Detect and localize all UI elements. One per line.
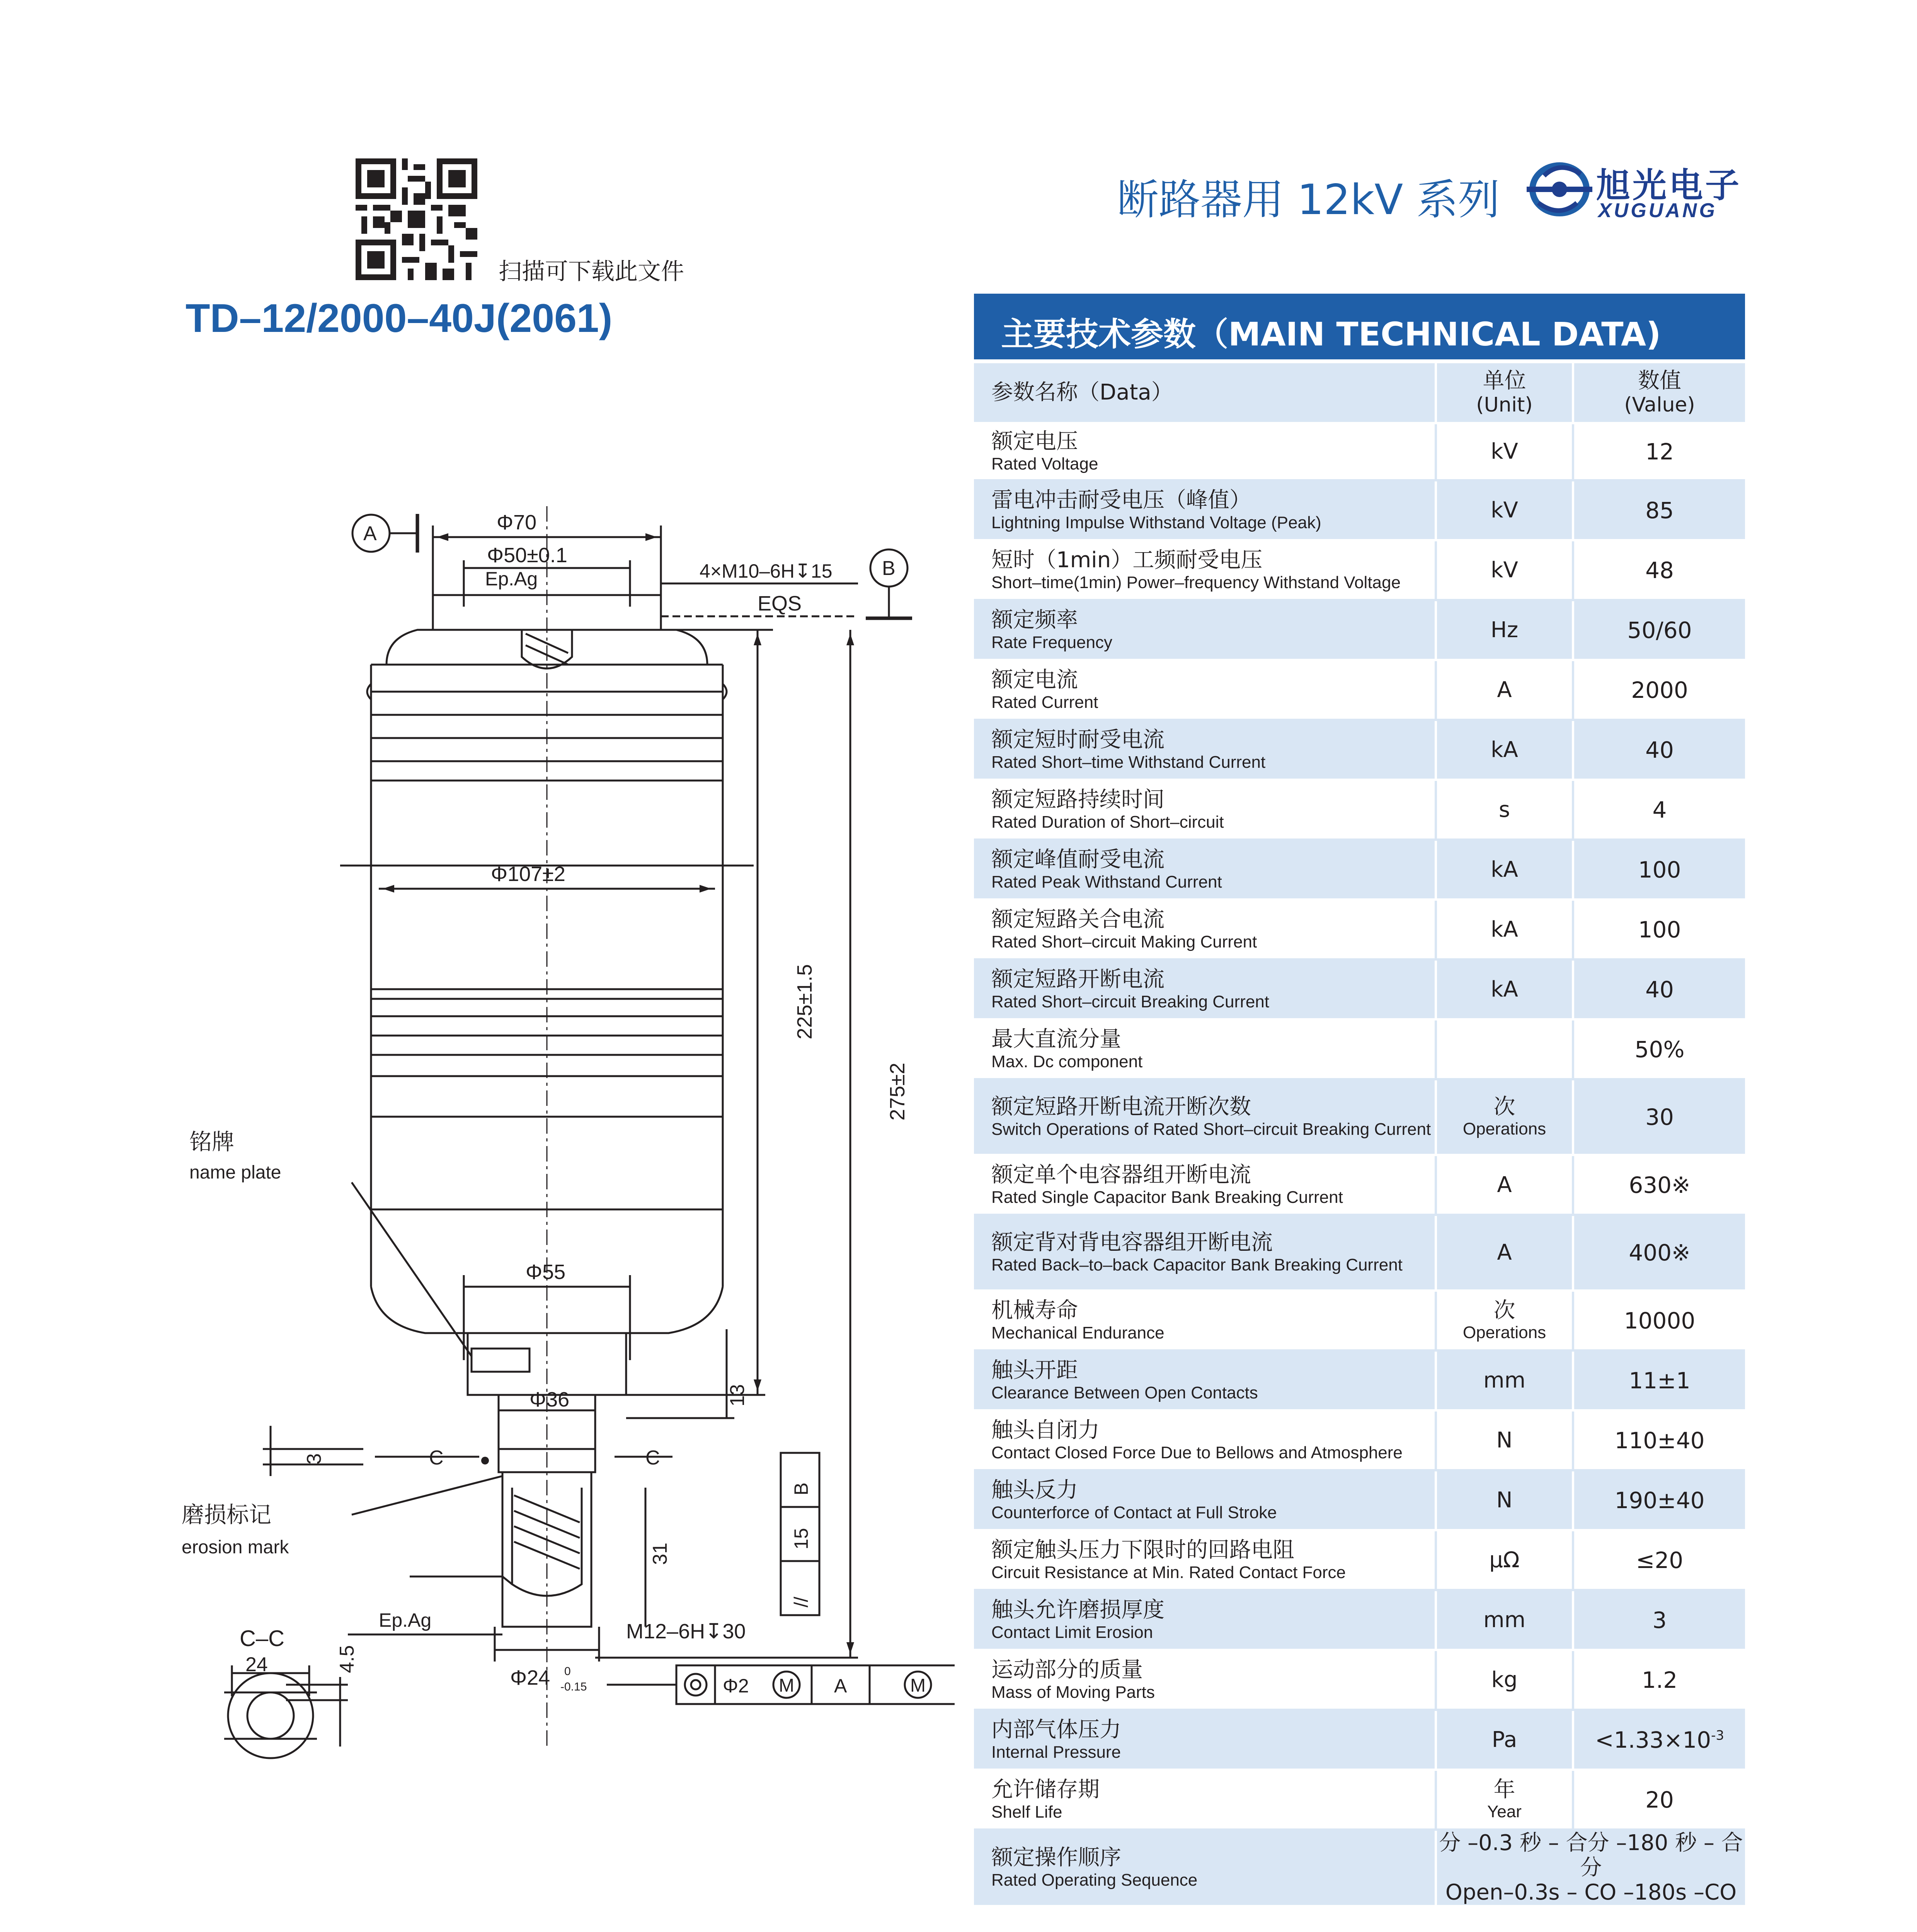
dim-phi24-tol-upper: 0 bbox=[564, 1665, 571, 1678]
unit-cell: 次 Operations bbox=[1436, 1291, 1573, 1350]
param-name-cell: 额定触头压力下限时的回路电阻 Circuit Resistance at Min. Rated Contact Force bbox=[974, 1530, 1436, 1590]
param-name-cell: 额定电流 Rated Current bbox=[974, 660, 1436, 720]
value-cell: 100 bbox=[1573, 900, 1745, 959]
value-cell: 1.2 bbox=[1573, 1650, 1745, 1710]
value-cell: 630※ bbox=[1573, 1155, 1745, 1215]
table-row bbox=[974, 900, 1745, 959]
param-name-cell: 额定背对背电容器组开断电流 Rated Back–to–back Capacitor Bank Breaking Current bbox=[974, 1215, 1436, 1291]
table-row bbox=[974, 1079, 1745, 1155]
unit-cell: A bbox=[1436, 660, 1573, 720]
section-c-right: C bbox=[645, 1447, 660, 1469]
unit-cell: s bbox=[1436, 780, 1573, 840]
datum-a-label: A bbox=[363, 522, 377, 545]
param-name-cell: 短时（1min）工频耐受电压 Short–time(1min) Power–frequency Withstand Voltage bbox=[974, 540, 1436, 600]
value-cell: 3 bbox=[1573, 1590, 1745, 1650]
param-name-cell: 额定电压 Rated Voltage bbox=[974, 423, 1436, 480]
erosion-en-label: erosion mark bbox=[182, 1537, 289, 1558]
param-name-cell: 额定峰值耐受电流 Rated Peak Withstand Current bbox=[974, 840, 1436, 900]
main-table-title: 主要技术参数（MAIN TECHNICAL DATA) bbox=[1001, 315, 1661, 353]
value-cell: 4 bbox=[1573, 780, 1745, 840]
operating-sequence-row bbox=[974, 1830, 1745, 1906]
value-cell: ≤20 bbox=[1573, 1530, 1745, 1590]
param-name-cell: 雷电冲击耐受电压（峰值） Lightning Impulse Withstand Voltage (Peak) bbox=[974, 480, 1436, 540]
unit-cell: mm bbox=[1436, 1350, 1573, 1410]
frame-datum: B bbox=[790, 1482, 812, 1495]
pos-datum-a: A bbox=[834, 1675, 847, 1697]
dim-phi70: Φ70 bbox=[497, 511, 537, 534]
section-cc-title: C–C bbox=[240, 1626, 285, 1651]
value-cell: 20 bbox=[1573, 1770, 1745, 1830]
param-name-cell: 机械寿命 Mechanical Endurance bbox=[974, 1291, 1436, 1350]
unit-cell: kA bbox=[1436, 840, 1573, 900]
nameplate-cn-label: 铭牌 bbox=[189, 1129, 235, 1155]
frame-value: 15 bbox=[790, 1528, 812, 1549]
param-name-cell: 额定短路开断电流开断次数 Switch Operations of Rated Short–circuit Breaking Current bbox=[974, 1079, 1436, 1155]
unit-cell: kA bbox=[1436, 959, 1573, 1019]
value-cell: 40 bbox=[1573, 959, 1745, 1019]
unit-cell: N bbox=[1436, 1470, 1573, 1530]
value-header: 数值 (Value) bbox=[1573, 363, 1745, 423]
unit-cell: N bbox=[1436, 1410, 1573, 1470]
dim-phi24: Φ24 bbox=[510, 1666, 550, 1689]
unit-cell: μΩ bbox=[1436, 1530, 1573, 1590]
param-name-cell: 触头反力 Counterforce of Contact at Full Stroke bbox=[974, 1470, 1436, 1530]
unit-cell: Pa bbox=[1436, 1710, 1573, 1770]
param-name-cell: 最大直流分量 Max. Dc component bbox=[974, 1019, 1436, 1079]
value-cell: 110±40 bbox=[1573, 1410, 1745, 1470]
sequence-value-cell: 分 –0.3 秒 – 合分 –180 秒 – 合分 Open–0.3s – CO –180s –CO bbox=[1436, 1830, 1745, 1906]
brand-name-en: XUGUANG bbox=[1598, 199, 1717, 222]
unit-cell: kV bbox=[1436, 540, 1573, 600]
ep-ag-top-label: Ep.Ag bbox=[485, 568, 538, 590]
value-cell: 85 bbox=[1573, 480, 1745, 540]
table-header-row bbox=[974, 363, 1745, 423]
table-row bbox=[974, 660, 1745, 720]
unit-cell: A bbox=[1436, 1215, 1573, 1291]
table-row bbox=[974, 1155, 1745, 1215]
value-cell: 400※ bbox=[1573, 1215, 1745, 1291]
dim-13: 13 bbox=[726, 1384, 749, 1406]
unit-cell: mm bbox=[1436, 1590, 1573, 1650]
table-row bbox=[974, 780, 1745, 840]
param-name-cell: 额定频率 Rate Frequency bbox=[974, 600, 1436, 660]
dim-phi36: Φ36 bbox=[529, 1388, 570, 1411]
unit-cell: 年 Year bbox=[1436, 1770, 1573, 1830]
model-title: TD–12/2000–40J(2061) bbox=[186, 296, 613, 341]
table-row bbox=[974, 423, 1745, 480]
value-cell: 40 bbox=[1573, 720, 1745, 780]
main-technical-table bbox=[974, 363, 1745, 1907]
param-name-cell: 额定短路关合电流 Rated Short–circuit Making Current bbox=[974, 900, 1436, 959]
param-name-cell: 额定操作顺序 Rated Operating Sequence bbox=[974, 1830, 1436, 1906]
main-table-title-bar bbox=[974, 294, 1745, 359]
thread-top-label: 4×M10–6H↧15 bbox=[700, 560, 833, 582]
table-row bbox=[974, 1470, 1745, 1530]
table-row bbox=[974, 1291, 1745, 1350]
unit-cell: kA bbox=[1436, 900, 1573, 959]
value-cell: 48 bbox=[1573, 540, 1745, 600]
dim-4-5: 4.5 bbox=[336, 1645, 358, 1673]
brand-name-cn: 旭光电子 bbox=[1596, 165, 1742, 205]
dim-275: 275±2 bbox=[886, 1063, 909, 1121]
value-cell: 50/60 bbox=[1573, 600, 1745, 660]
param-name-cell: 额定短路开断电流 Rated Short–circuit Breaking Current bbox=[974, 959, 1436, 1019]
param-name-cell: 触头自闭力 Contact Closed Force Due to Bellows and Atmosphere bbox=[974, 1410, 1436, 1470]
dim-24: 24 bbox=[245, 1653, 268, 1676]
erosion-cn-label: 磨损标记 bbox=[182, 1502, 272, 1527]
qr-code bbox=[356, 158, 477, 280]
dim-225: 225±1.5 bbox=[793, 964, 816, 1039]
pos-m2-symbol: M bbox=[910, 1675, 926, 1696]
table-row bbox=[974, 540, 1745, 600]
table-row bbox=[974, 1650, 1745, 1710]
unit-cell: kV bbox=[1436, 423, 1573, 480]
table-row bbox=[974, 600, 1745, 660]
dim-3: 3 bbox=[303, 1453, 325, 1464]
dim-phi107: Φ107±2 bbox=[491, 862, 565, 886]
value-cell: 100 bbox=[1573, 840, 1745, 900]
dim-phi55: Φ55 bbox=[526, 1260, 566, 1284]
value-cell: 30 bbox=[1573, 1079, 1745, 1155]
dim-phi24-tol-lower: -0.15 bbox=[560, 1680, 587, 1693]
unit-cell: kg bbox=[1436, 1650, 1573, 1710]
nameplate-en-label: name plate bbox=[189, 1162, 281, 1183]
unit-cell: Hz bbox=[1436, 600, 1573, 660]
datum-b-label: B bbox=[882, 557, 896, 580]
unit-cell: A bbox=[1436, 1155, 1573, 1215]
param-name-cell: 触头开距 Clearance Between Open Contacts bbox=[974, 1350, 1436, 1410]
table-row bbox=[974, 840, 1745, 900]
table-row bbox=[974, 1530, 1745, 1590]
table-row bbox=[974, 720, 1745, 780]
thread-bottom-label: M12–6H↧30 bbox=[626, 1620, 746, 1643]
table-row bbox=[974, 1410, 1745, 1470]
unit-cell: kV bbox=[1436, 480, 1573, 540]
param-header: 参数名称（Data） bbox=[974, 363, 1436, 423]
param-name-cell: 触头允许磨损厚度 Contact Limit Erosion bbox=[974, 1590, 1436, 1650]
table-row bbox=[974, 1710, 1745, 1770]
param-name-cell: 额定短时耐受电流 Rated Short–time Withstand Current bbox=[974, 720, 1436, 780]
param-name-cell: 额定单个电容器组开断电流 Rated Single Capacitor Bank Breaking Current bbox=[974, 1155, 1436, 1215]
table-row bbox=[974, 1215, 1745, 1291]
value-cell: 11±1 bbox=[1573, 1350, 1745, 1410]
unit-cell bbox=[1436, 1019, 1573, 1079]
table-row bbox=[974, 480, 1745, 540]
dim-31: 31 bbox=[649, 1543, 671, 1565]
table-row bbox=[974, 1770, 1745, 1830]
unit-cell: kA bbox=[1436, 720, 1573, 780]
vacuum-interrupter-drawing bbox=[170, 483, 955, 1804]
value-cell: 2000 bbox=[1573, 660, 1745, 720]
param-name-cell: 额定短路持续时间 Rated Duration of Short–circuit bbox=[974, 780, 1436, 840]
unit-header: 单位 (Unit) bbox=[1436, 363, 1573, 423]
dim-phi50: Φ50±0.1 bbox=[487, 544, 567, 567]
unit-cell: 次 Operations bbox=[1436, 1079, 1573, 1155]
value-cell: 12 bbox=[1573, 423, 1745, 480]
table-row bbox=[974, 1019, 1745, 1079]
pos-tol-value: Φ2 bbox=[723, 1675, 749, 1697]
section-c-left: C bbox=[429, 1447, 444, 1469]
value-cell: 50% bbox=[1573, 1019, 1745, 1079]
frame-parallel: // bbox=[790, 1597, 812, 1607]
param-name-cell: 内部气体压力 Internal Pressure bbox=[974, 1710, 1436, 1770]
value-cell: 10000 bbox=[1573, 1291, 1745, 1350]
ep-ag-bottom-label: Ep.Ag bbox=[379, 1609, 432, 1631]
series-title: 断路器用 12kV 系列 bbox=[1117, 176, 1500, 224]
value-cell: 190±40 bbox=[1573, 1470, 1745, 1530]
table-row bbox=[974, 1590, 1745, 1650]
table-row bbox=[974, 1350, 1745, 1410]
eqs-label: EQS bbox=[758, 592, 802, 615]
qr-caption: 扫描可下载此文件 bbox=[499, 258, 684, 285]
value-cell: $<1.33\times 10^{-3}$ bbox=[1573, 1710, 1745, 1770]
table-row bbox=[974, 959, 1745, 1019]
param-name-cell: 运动部分的质量 Mass of Moving Parts bbox=[974, 1650, 1436, 1710]
param-name-cell: 允许储存期 Shelf Life bbox=[974, 1770, 1436, 1830]
pos-m-symbol: M bbox=[779, 1675, 794, 1696]
